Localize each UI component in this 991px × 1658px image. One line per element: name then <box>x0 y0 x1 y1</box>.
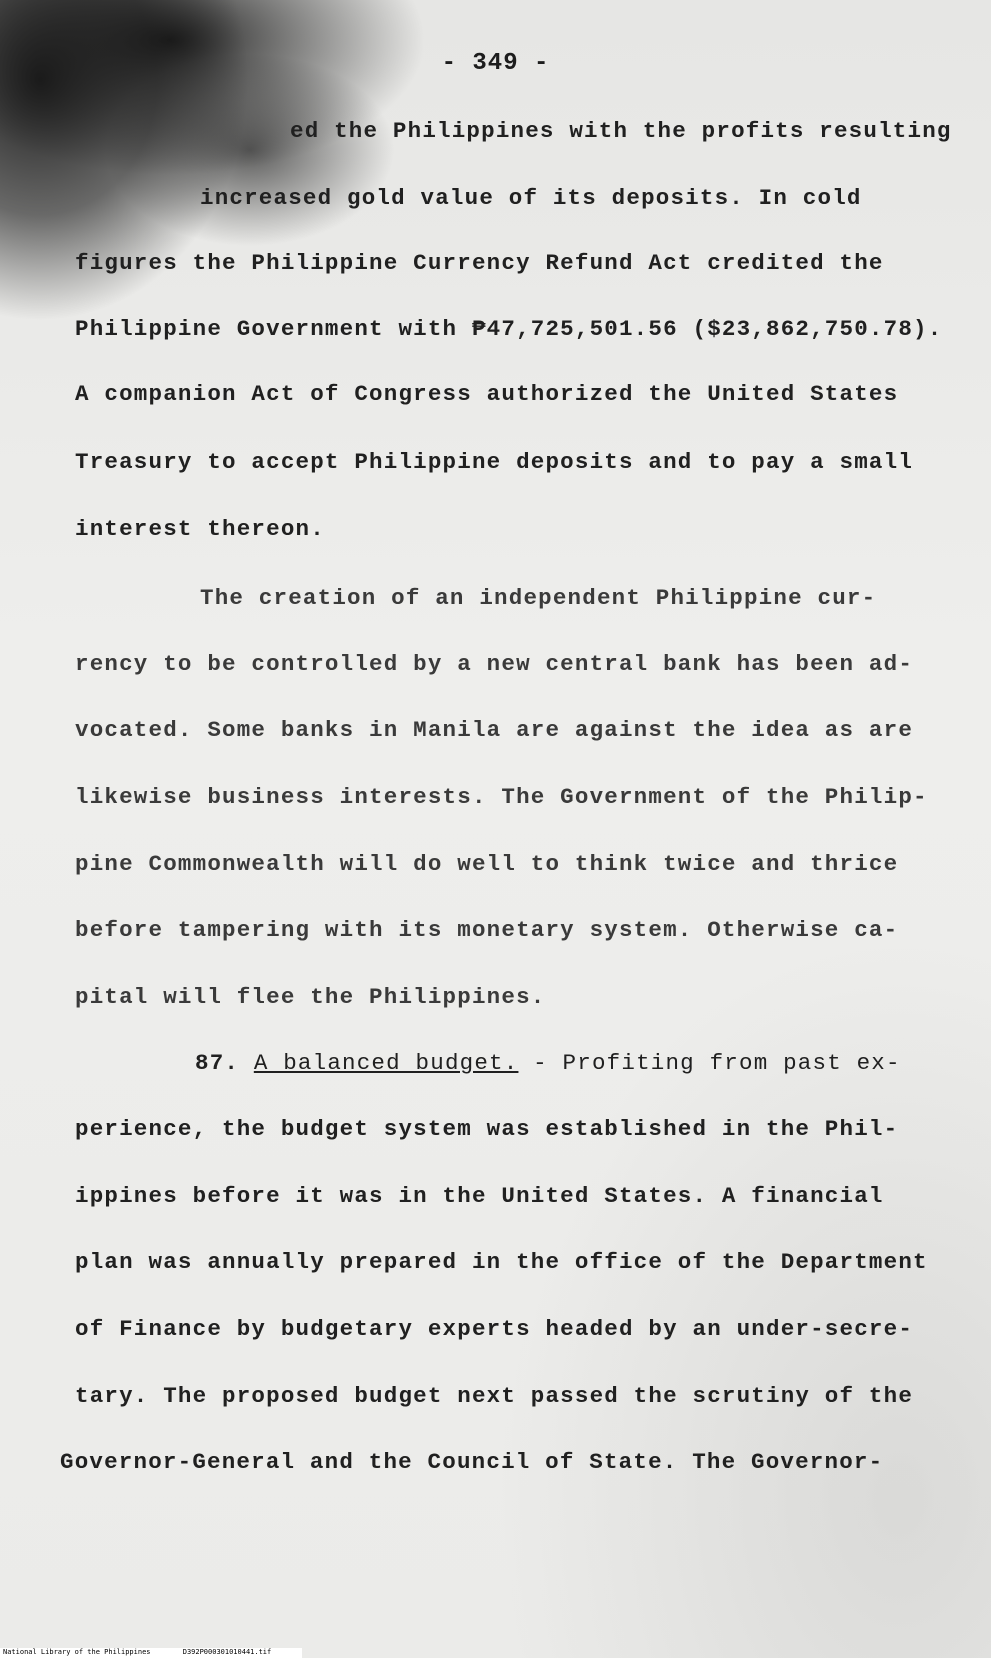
text-line-13: before tampering with its monetary system. Otherwise ca- <box>75 917 899 943</box>
footer-file: D392P000301010441.tif <box>182 1648 272 1656</box>
text-line-10: vocated. Some banks in Manila are against the idea as are <box>75 717 914 743</box>
text-line-9: rency to be controlled by a new central bank has been ad- <box>75 651 914 677</box>
text-line-17: plan was annually prepared in the office of the Department <box>75 1249 928 1275</box>
text-line-6: Treasury to accept Philippine deposits and to pay a small <box>75 449 914 475</box>
text-line-5: A companion Act of Congress authorized the United States <box>75 381 899 407</box>
text-line-7: interest thereon. <box>75 516 325 542</box>
text-line-1: ed the Philippines with the profits resulting <box>290 118 952 144</box>
text-line-3: figures the Philippine Currency Refund Act credited the <box>75 250 884 276</box>
section-number: 87. <box>195 1050 240 1076</box>
section-title: A balanced budget. <box>253 1050 519 1076</box>
text-line-16: ippines before it was in the United States. A financial <box>75 1183 884 1209</box>
text-line-18: of Finance by budgetary experts headed by an under-secre- <box>75 1316 914 1342</box>
text-line-8: The creation of an independent Philippine cur- <box>200 585 877 611</box>
text-line-20: Governor-General and the Council of State. The Governor- <box>60 1449 884 1475</box>
text-line-14: pital will flee the Philippines. <box>75 984 546 1010</box>
section-heading <box>195 1050 901 1076</box>
text-line-11: likewise business interests. The Government of the Philip- <box>75 784 928 810</box>
text-line-4: Philippine Government with ₱47,725,501.56 ($23,862,750.78). <box>75 316 943 342</box>
section-lead: - Profiting from past ex- <box>533 1050 901 1076</box>
page-number: - 349 - <box>441 50 550 77</box>
text-line-19: tary. The proposed budget next passed the scrutiny of the <box>75 1383 914 1409</box>
text-line-15: perience, the budget system was established in the Phil- <box>75 1116 899 1142</box>
text-line-2: increased gold value of its deposits. In cold <box>200 185 862 211</box>
footer-library: National Library of the Philippines <box>3 1648 151 1656</box>
text-line-12: pine Commonwealth will do well to think twice and thrice <box>75 851 899 877</box>
scan-footer <box>0 1648 302 1658</box>
